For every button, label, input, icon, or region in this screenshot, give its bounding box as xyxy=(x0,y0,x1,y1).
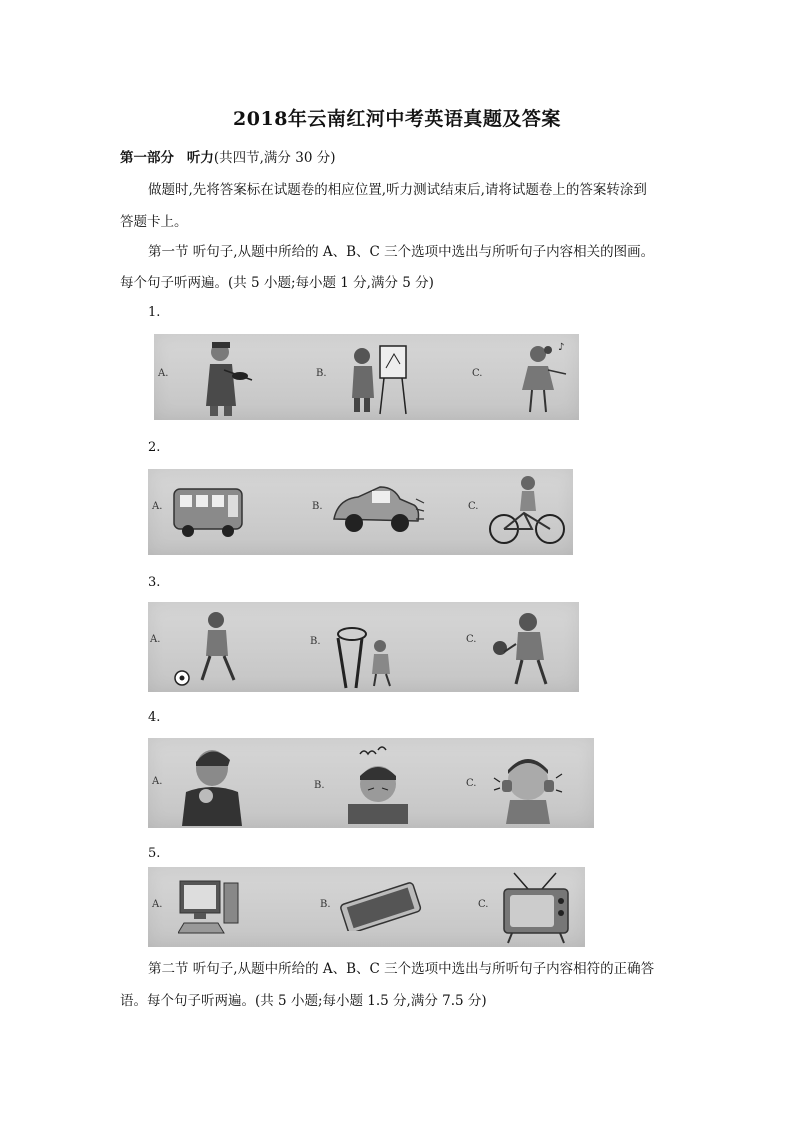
question-2-image-strip xyxy=(148,469,573,555)
part1-heading-listening: 听力 xyxy=(186,150,214,166)
boy-playing-ping-pong-icon xyxy=(488,608,564,690)
q5-option-c-label: C. xyxy=(478,899,489,910)
instruction-line-1: 做题时,先将答案标在试题卷的相应位置,听力测试结束后,请将试题卷上的答案转涂到 xyxy=(148,182,647,198)
boy-coughing-icon xyxy=(172,742,252,826)
part1-heading-note: (共四节,满分 30 分) xyxy=(213,150,336,166)
section1-line-1: 第一节 听句子,从题中所给的 A、B、C 三个选项中选出与所听句子内容相关的图画。 xyxy=(148,244,655,260)
question-4-number: 4. xyxy=(148,710,161,725)
q5-option-a-label: A. xyxy=(152,899,163,910)
question-5-number: 5. xyxy=(148,846,161,861)
girl-singing-icon xyxy=(514,338,574,418)
q2-option-b-label: B. xyxy=(312,501,323,512)
q3-option-b-label: B. xyxy=(310,636,321,647)
instruction-line-2: 答题卡上。 xyxy=(120,214,188,230)
television-icon xyxy=(498,871,578,945)
q4-option-a-label: A. xyxy=(152,776,163,787)
desktop-computer-icon xyxy=(178,877,248,941)
q4-option-b-label: B. xyxy=(314,780,325,791)
section1-line-2: 每个句子听两遍。(共 5 小题;每小题 1 分,满分 5 分) xyxy=(120,275,434,291)
section2-line-2: 语。每个句子听两遍。(共 5 小题;每小题 1.5 分,满分 7.5 分) xyxy=(120,993,487,1009)
q1-option-c-label: C. xyxy=(472,368,483,379)
question-4-image-strip xyxy=(148,738,594,828)
q3-option-c-label: C. xyxy=(466,634,477,645)
part1-heading xyxy=(120,146,335,166)
boy-headache-icon xyxy=(338,744,418,824)
q1-option-b-label: B. xyxy=(316,368,327,379)
smartphone-icon xyxy=(338,881,422,931)
part1-heading-label: 第一部分 xyxy=(120,150,174,166)
question-1-image-strip xyxy=(154,334,579,420)
q2-option-a-label: A. xyxy=(152,501,163,512)
question-3-image-strip xyxy=(148,602,579,692)
q3-option-a-label: A. xyxy=(150,634,161,645)
question-2-number: 2. xyxy=(148,440,161,455)
question-5-image-strip xyxy=(148,867,585,947)
boy-playing-football-icon xyxy=(172,608,248,690)
q2-option-c-label: C. xyxy=(468,501,479,512)
q1-option-a-label: A. xyxy=(158,368,169,379)
painter-at-easel-icon xyxy=(344,338,414,418)
question-1-number: 1. xyxy=(148,305,161,320)
violin-player-icon xyxy=(184,336,254,418)
q4-option-c-label: C. xyxy=(466,778,477,789)
q5-option-b-label: B. xyxy=(320,899,331,910)
bicycle-rider-icon xyxy=(488,473,566,549)
svg-text:♪: ♪ xyxy=(558,342,565,353)
boy-playing-basketball-icon xyxy=(328,608,408,690)
section2-line-1: 第二节 听句子,从题中所给的 A、B、C 三个选项中选出与所听句子内容相符的正确答 xyxy=(148,961,655,977)
question-3-number: 3. xyxy=(148,575,161,590)
car-icon xyxy=(328,479,428,543)
boy-toothache-icon xyxy=(488,744,568,824)
bus-icon xyxy=(172,483,246,543)
page-title: 2018年云南红河中考英语真题及答案 xyxy=(233,108,561,130)
